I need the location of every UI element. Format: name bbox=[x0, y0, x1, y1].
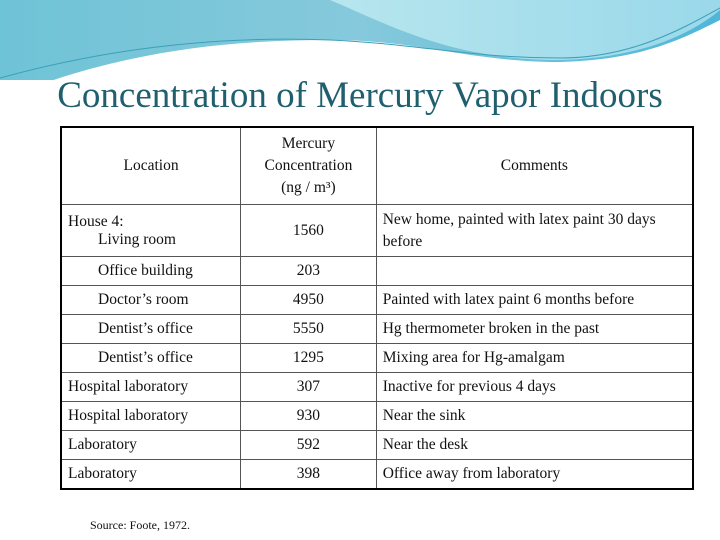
value-cell: 307 bbox=[241, 373, 377, 402]
location-cell: Dentist’s office bbox=[61, 344, 241, 373]
table-row bbox=[61, 431, 693, 460]
table-row bbox=[61, 373, 693, 402]
comment-cell: Office away from laboratory bbox=[376, 460, 693, 490]
location-cell: Dentist’s office bbox=[61, 315, 241, 344]
location-cell bbox=[61, 205, 241, 257]
location-cell: Laboratory bbox=[61, 460, 241, 490]
table-row bbox=[61, 344, 693, 373]
table-header-row bbox=[61, 127, 693, 205]
value-cell: 1295 bbox=[241, 344, 377, 373]
table-row bbox=[61, 286, 693, 315]
location-cell: Hospital laboratory bbox=[61, 402, 241, 431]
comment-cell: Near the desk bbox=[376, 431, 693, 460]
header-concentration bbox=[241, 127, 377, 205]
source-citation: Source: Foote, 1972. bbox=[90, 518, 190, 532]
table-row bbox=[61, 402, 693, 431]
location-line2: Living room bbox=[98, 230, 176, 248]
location-line1: House 4: bbox=[68, 212, 124, 230]
comment-cell: Hg thermometer broken in the past bbox=[376, 315, 693, 344]
value-cell: 930 bbox=[241, 402, 377, 431]
comment-cell: Mixing area for Hg-amalgam bbox=[376, 344, 693, 373]
value-cell: 398 bbox=[241, 460, 377, 490]
comment-cell bbox=[376, 257, 693, 286]
value-cell: 5550 bbox=[241, 315, 377, 344]
table-row bbox=[61, 205, 693, 257]
value-cell: 1560 bbox=[241, 205, 377, 257]
header-concentration-unit: (ng / m³) bbox=[281, 179, 336, 196]
header-comments: Comments bbox=[376, 127, 693, 205]
table-row bbox=[61, 460, 693, 490]
mercury-concentration-table bbox=[60, 126, 694, 490]
comment-cell: Painted with latex paint 6 months before bbox=[376, 286, 693, 315]
comment-cell: Inactive for previous 4 days bbox=[376, 373, 693, 402]
decorative-wave-header bbox=[0, 0, 720, 80]
header-concentration-line2: Concentration bbox=[264, 157, 353, 174]
table-row bbox=[61, 257, 693, 286]
value-cell: 203 bbox=[241, 257, 377, 286]
location-cell: Office building bbox=[61, 257, 241, 286]
comment-cell: Near the sink bbox=[376, 402, 693, 431]
header-concentration-line1: Mercury bbox=[281, 135, 336, 152]
location-cell: Doctor’s room bbox=[61, 286, 241, 315]
value-cell: 4950 bbox=[241, 286, 377, 315]
value-cell: 592 bbox=[241, 431, 377, 460]
location-cell: Laboratory bbox=[61, 431, 241, 460]
slide-title: Concentration of Mercury Vapor Indoors bbox=[57, 75, 663, 116]
table-row bbox=[61, 315, 693, 344]
comment-cell: New home, painted with latex paint 30 days before bbox=[376, 205, 693, 257]
header-location: Location bbox=[61, 127, 241, 205]
location-cell: Hospital laboratory bbox=[61, 373, 241, 402]
